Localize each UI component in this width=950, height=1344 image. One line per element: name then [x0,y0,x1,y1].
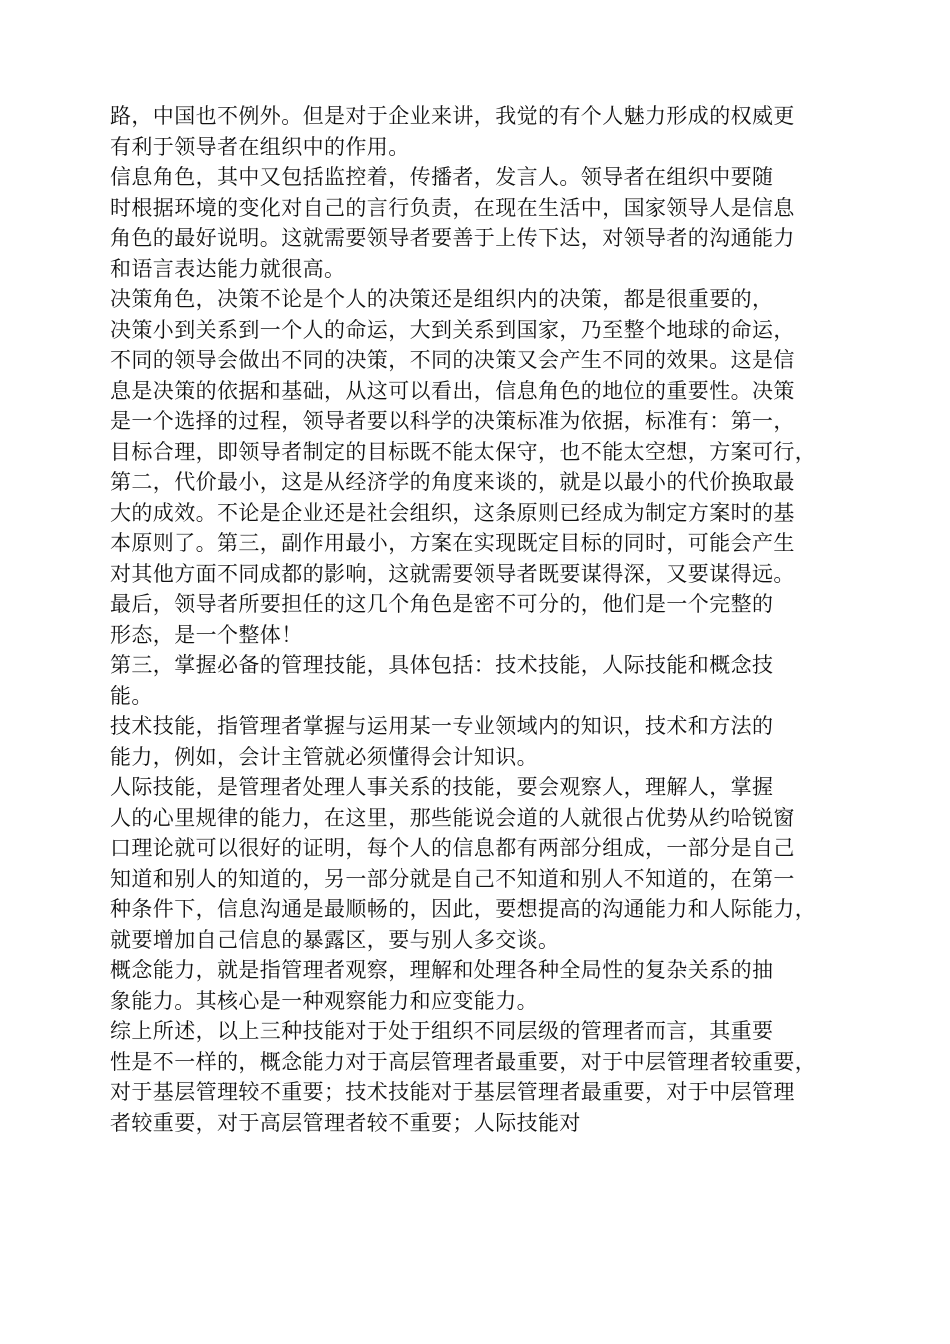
text-line: 对其他方面不同成都的影响，这就需要领导者既要谋得深，又要谋得远。 [110,561,795,586]
text-line: 角色的最好说明。这就需要领导者要善于上传下达，对领导者的沟通能力 [110,226,795,250]
text-line: 种条件下，信息沟通是最顺畅的，因此，要想提高的沟通能力和人际能力， [110,897,817,921]
text-line: 决策小到关系到一个人的命运，大到关系到国家，乃至整个地球的命运， [110,317,795,342]
text-line: 是一个选择的过程，领导者要以科学的决策标准为依据，标准有：第一， [110,409,795,433]
text-line: 第三，掌握必备的管理技能，具体包括：技术技能，人际技能和概念技 [110,653,774,677]
text-line: 就要增加自己信息的暴露区，要与别人多交谈。 [110,927,560,952]
text-line: 决策角色，决策不论是个人的决策还是组织内的决策，都是很重要的， [110,287,774,311]
text-line: 息是决策的依据和基础，从这可以看出，信息角色的地位的重要性。决策 [110,378,795,403]
text-line: 路，中国也不例外。但是对于企业来讲，我觉的有个人魅力形成的权威更 [110,104,795,128]
text-line: 综上所述，以上三种技能对于处于组织不同层级的管理者而言，其重要 [110,1019,774,1043]
text-line: 技术技能，指管理者掌握与运用某一专业领域内的知识，技术和方法的 [110,714,774,738]
text-line: 人际技能，是管理者处理人事关系的技能，要会观察人，理解人，掌握 [110,775,774,799]
text-line: 对于基层管理较不重要；技术技能对于基层管理者最重要，对于中层管理 [110,1080,795,1104]
text-line: 人的心里规律的能力，在这里，那些能说会道的人就很占优势从约哈锐窗 [110,805,795,830]
text-line: 能力，例如，会计主管就必须懂得会计知识。 [110,744,538,769]
text-line: 最后，领导者所要担任的这几个角色是密不可分的，他们是一个完整的 [110,592,774,616]
text-line: 信息角色，其中又包括监控着，传播者，发言人。领导者在组织中要随 [110,165,774,189]
text-line: 有利于领导者在组织中的作用。 [110,134,410,159]
text-line: 不同的领导会做出不同的决策，不同的决策又会产生不同的效果。这是信 [110,348,795,372]
text-line: 大的成效。不论是企业还是社会组织，这条原则已经成为制定方案时的基 [110,500,795,525]
text-line: 者较重要，对于高层管理者较不重要；人际技能对 [110,1110,581,1135]
text-line: 概念能力，就是指管理者观察，理解和处理各种全局性的复杂关系的抽 [110,958,774,982]
text-line: 时根据环境的变化对自己的言行负责，在现在生活中，国家领导人是信息 [110,195,795,220]
text-line: 本原则了。第三，副作用最小，方案在实现既定目标的同时，可能会产生 [110,531,795,555]
text-line: 能。 [110,683,153,708]
text-line: 和语言表达能力就很高。 [110,256,346,281]
text-line: 性是不一样的，概念能力对于高层管理者最重要，对于中层管理者较重要， [110,1049,817,1074]
text-line: 知道和别人的知道的，另一部分就是自己不知道和别人不知道的，在第一 [110,866,795,891]
text-line: 口理论就可以很好的证明，每个人的信息都有两部分组成，一部分是自己 [110,836,795,860]
body-text [110,101,880,1138]
text-line: 第二，代价最小，这是从经济学的角度来谈的，就是以最小的代价换取最 [110,470,795,494]
text-line: 目标合理，即领导者制定的目标既不能太保守，也不能太空想，方案可行， [110,439,817,464]
text-line: 形态，是一个整体！ [110,622,303,647]
text-line: 象能力。其核心是一种观察能力和应变能力。 [110,988,538,1013]
